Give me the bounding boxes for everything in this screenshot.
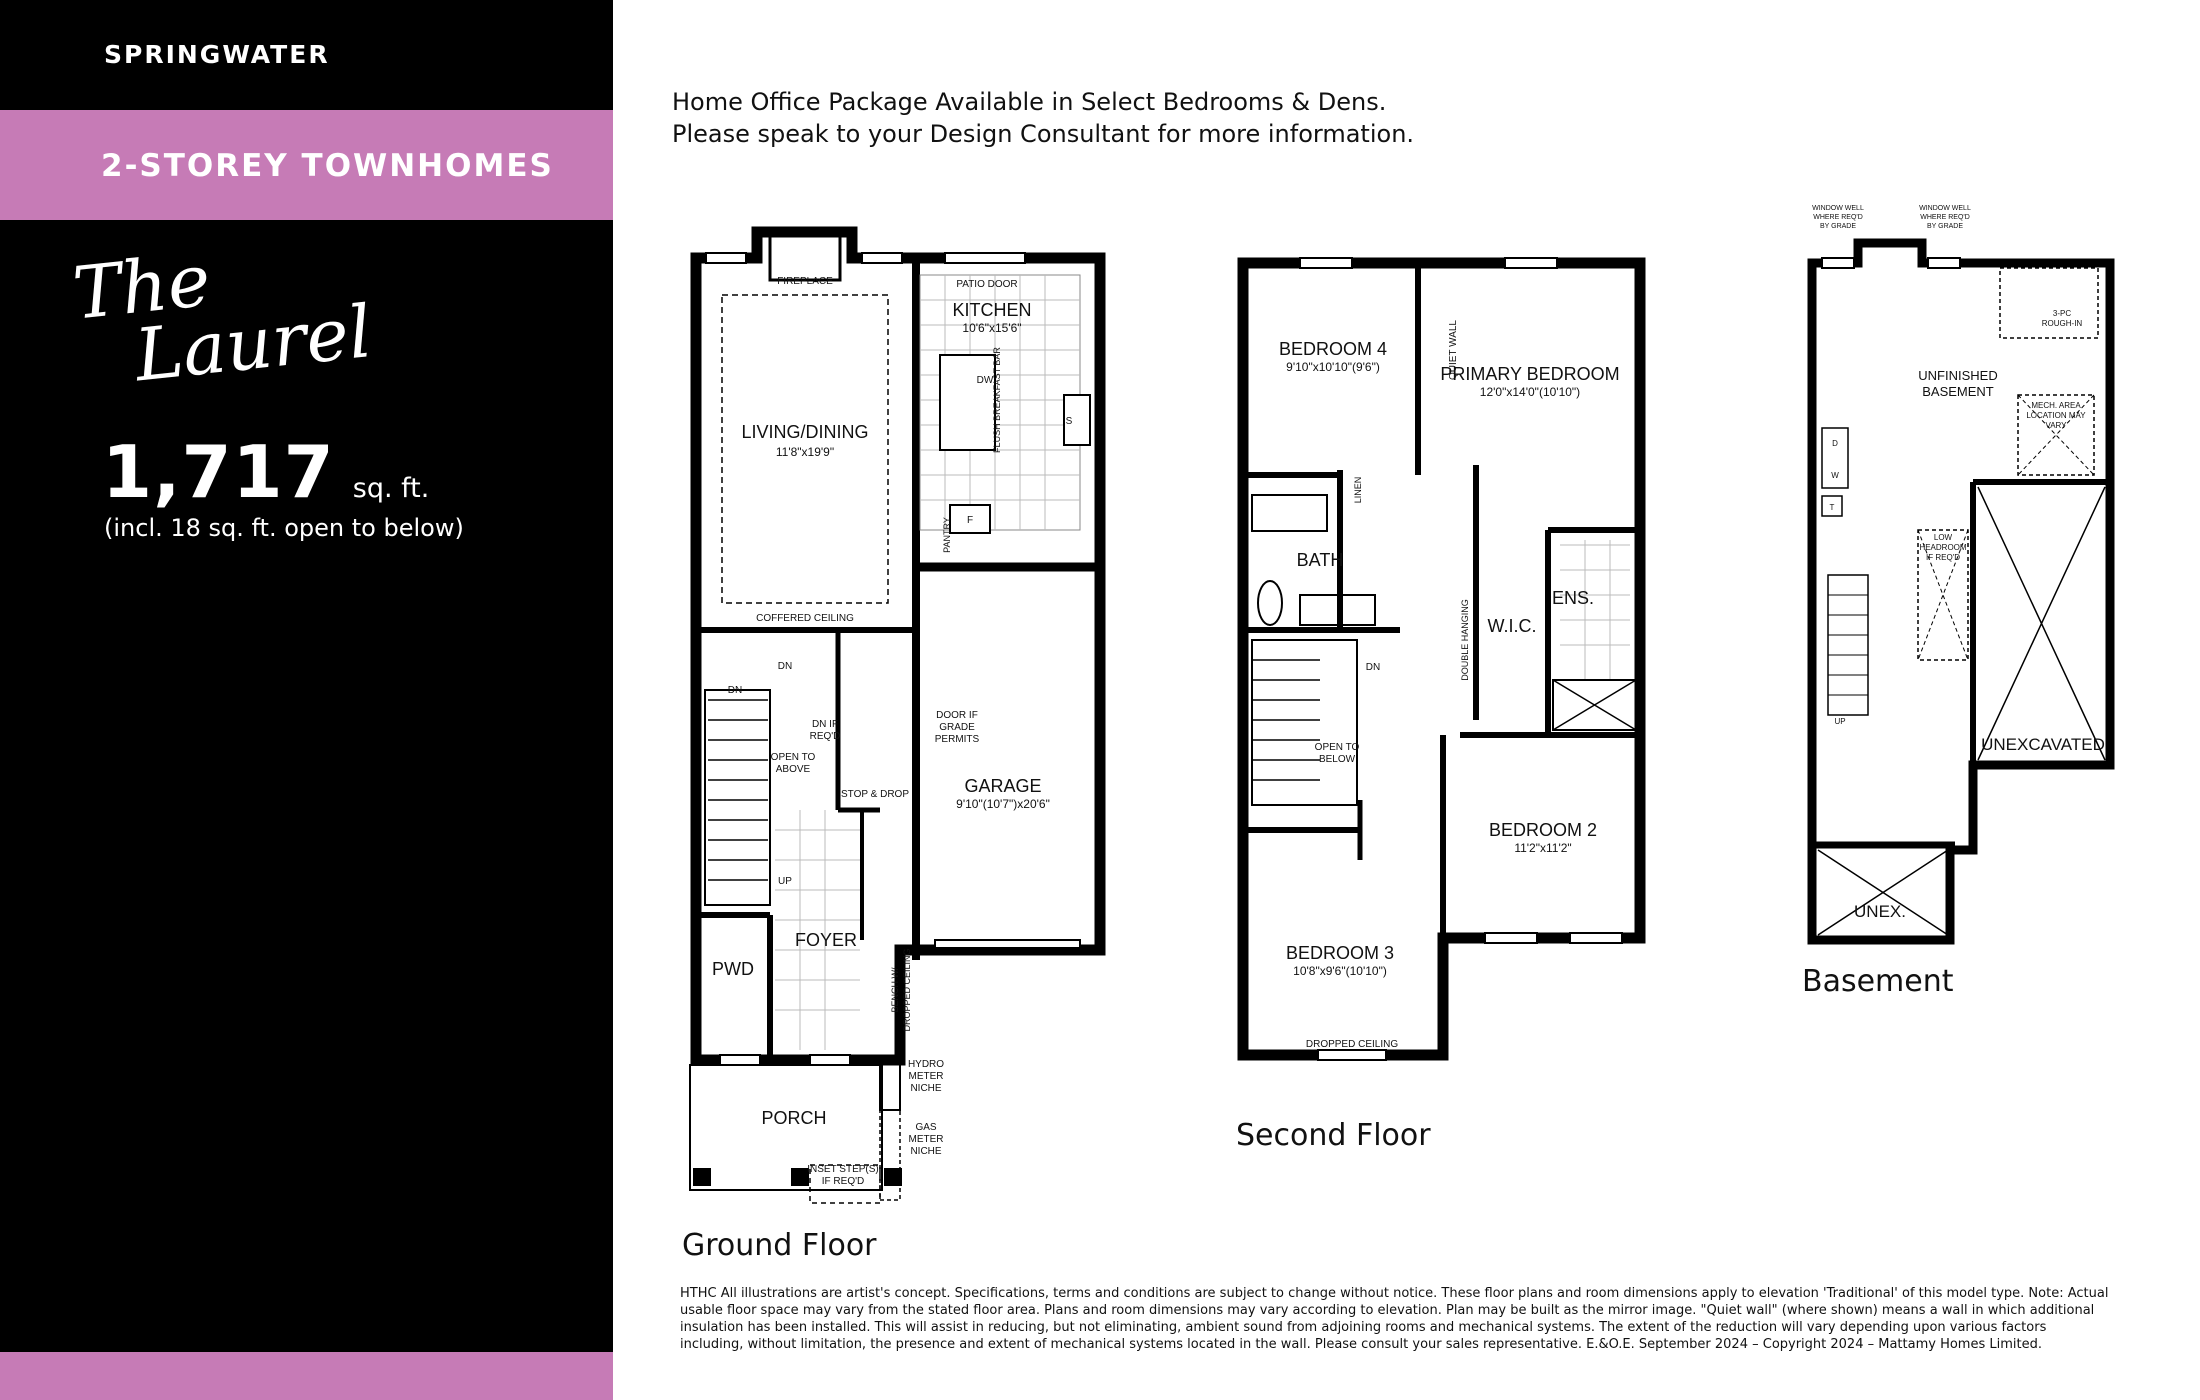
bedroom-4-label: BEDROOM 4 [1278,339,1388,359]
pantry-note: PANTRY [942,517,952,553]
basement-labels [1812,205,2105,921]
hydro-note-2: METER [908,1071,944,1082]
door-if-note-1: DOOR IF [936,710,978,721]
dn-if-note-1: DN IF [811,719,839,730]
porch-label: PORCH [761,1108,827,1128]
door-if-note-2: GRADE [939,722,975,733]
door-if-note-3: PERMITS [934,734,980,745]
coffered-ceiling-note: COFFERED CEILING [756,613,854,624]
model-name-line2: Laurel [130,289,376,398]
home-type-band [0,110,613,220]
unexcavated-label: UNEXCAVATED [1981,735,2105,754]
sink-note: S [1065,416,1073,427]
model-name [70,227,402,396]
rough-in-note-1: 3-PC [2052,309,2072,318]
stop-drop-note: STOP & DROP [841,789,909,800]
dn-if-note-2: REQ'D [809,731,841,742]
living-dining-dimensions: 11'8"x19'9" [775,445,835,459]
basement-plan [1812,243,2110,940]
mech-area-note-1: MECH. AREA [2031,401,2081,410]
low-headroom-note-3: IF REQ'D [1926,553,1960,562]
bench-note: BENCH W/ [890,967,900,1013]
legal-disclaimer: HTHC All illustrations are artist's concept. Specifications, terms and conditions are subject to change without notice. These floor plans and room dimensions apply to elevation 'Traditional' of this model type. Note: Actual usable floor space may vary from the stated floor area. Plans and room dimensions may vary according to elevation. Plan may be built as the mirror image. "Quiet wall" (where shown) means a wall in which additional insulation has been installed. This will assist in reducing, but not eliminating, ambient sound from adjoining rooms and mechanical systems. The extent of the reduction will vary depending upon various factors including, without limitation, the presence and extent of mechanical systems located in the wall. Please consult your sales representative. E.&O.E. September 2024 – Copyright 2024 – Mattamy Homes Limited. [680,1286,2109,1352]
flush-breakfast-bar-note: FLUSH BREAKFAST BAR [992,347,1002,453]
stairs-down-note-2: DN [777,661,793,672]
unfinished-basement-label-2: BASEMENT [1922,384,1994,399]
bedroom-2-dimensions: 11'2"x11'2" [1514,841,1572,855]
open-above-note-1: OPEN TO [770,752,816,763]
stairs-down-note: DN [727,685,743,696]
model-name-line1: The [69,237,215,336]
garage-dimensions: 9'10"(10'7")x20'6" [956,797,1050,811]
dropped-ceiling-note: DROPPED CEILING [902,948,912,1032]
second-stairs-down-note: DN [1365,662,1381,673]
garage-label: GARAGE [964,776,1042,796]
inset-step-note-2: IF REQ'D [821,1176,865,1187]
open-below-note-2: BELOW [1318,754,1356,765]
home-type-label: 2-STOREY TOWNHOMES [101,148,554,184]
community-name: SPRINGWATER [104,40,330,69]
dishwasher-note: DW [976,375,994,386]
linen-note: LINEN [1353,476,1363,504]
primary-bedroom-label: PRIMARY BEDROOM [1440,364,1620,384]
second-dropped-ceiling-note: DROPPED CEILING [1305,1039,1399,1050]
sqft-value: 1,717 [102,430,335,514]
patio-door-note: PATIO DOOR [956,279,1018,290]
floor-plans [613,0,2200,1270]
hydro-note-1: HYDRO [907,1059,945,1070]
gas-note-1: GAS [915,1122,937,1133]
kitchen-label: KITCHEN [952,300,1032,320]
powder-room-label: PWD [712,959,754,979]
primary-bedroom-dimensions: 12'0"x14'0"(10'10") [1479,385,1581,399]
bottom-accent-band [0,1352,613,1400]
open-above-note-2: ABOVE [775,764,811,775]
window-well-note-2a: WINDOW WELL [1919,205,1971,212]
gas-note-3: NICHE [910,1146,942,1157]
kitchen-dimensions: 10'6"x15'6" [962,321,1022,335]
quiet-wall-note: QUIET WALL [1448,319,1459,381]
window-well-note-2c: BY GRADE [1926,223,1964,230]
hydro-note-3: NICHE [910,1083,942,1094]
notice-line-1: Home Office Package Available in Select Bedrooms & Dens. [672,88,1387,116]
inset-step-note-1: INSET STEP(S) [807,1164,879,1175]
notice-line-2: Please speak to your Design Consultant for more information. [672,120,1415,148]
dryer-note: D [1832,439,1838,448]
sidebar-panel [0,0,613,1400]
ground-floor-title: Ground Floor [682,1228,877,1263]
bedroom-4-dimensions: 9'10"x10'10"(9'6") [1286,360,1380,374]
fireplace-box [770,236,840,280]
mech-area-note-2: LOCATION MAY [2026,411,2086,420]
rough-in-note-2: ROUGH-IN [2041,319,2083,328]
mech-area-note-3: VARY [2045,421,2067,430]
second-floor-title: Second Floor [1236,1118,1431,1153]
tub-note: T [1829,503,1835,512]
low-headroom-note-1: LOW [1933,533,1953,542]
ensuite-label: ENS. [1551,588,1595,608]
low-headroom-note-2: HEADROOM [1919,543,1967,552]
fireplace-note: FIREPLACE [777,276,833,287]
unfinished-basement-label-1: UNFINISHED [1918,368,1998,383]
window-well-note-1c: BY GRADE [1819,223,1857,230]
gas-note-2: METER [908,1134,944,1145]
bedroom-2-label: BEDROOM 2 [1488,820,1598,840]
sqft-unit: sq. ft. [352,473,430,504]
ground-floor-labels [712,276,1073,1187]
living-dining-label: LIVING/DINING [741,422,869,442]
double-hanging-note: DOUBLE HANGING [1460,599,1470,681]
open-below-note-1: OPEN TO [1314,742,1360,753]
window-well-note-2b: WHERE REQ'D [1920,214,1970,221]
basement-stairs-up-note: UP [1834,717,1846,726]
stairs-up-note: UP [778,876,792,887]
bedroom-3-dimensions: 10'8"x9'6"(10'10") [1293,964,1387,978]
window-well-note-1a: WINDOW WELL [1812,205,1864,212]
ground-floor-plan [690,232,1100,1203]
basement-exterior-wall [1812,243,2110,940]
bath-label: BATH [1296,550,1344,570]
ground-exterior-wall [696,232,1100,1060]
sqft-note: (incl. 18 sq. ft. open to below) [104,514,464,542]
bedroom-3-label: BEDROOM 3 [1285,943,1395,963]
square-footage [102,430,429,514]
fridge-note: F [966,515,974,526]
unex-label: UNEX. [1854,902,1906,921]
walk-in-closet-label: W.I.C. [1487,616,1537,636]
washer-note: W [1831,471,1839,480]
basement-title: Basement [1802,964,1954,999]
foyer-label: FOYER [794,930,858,950]
window-well-note-1b: WHERE REQ'D [1813,214,1863,221]
